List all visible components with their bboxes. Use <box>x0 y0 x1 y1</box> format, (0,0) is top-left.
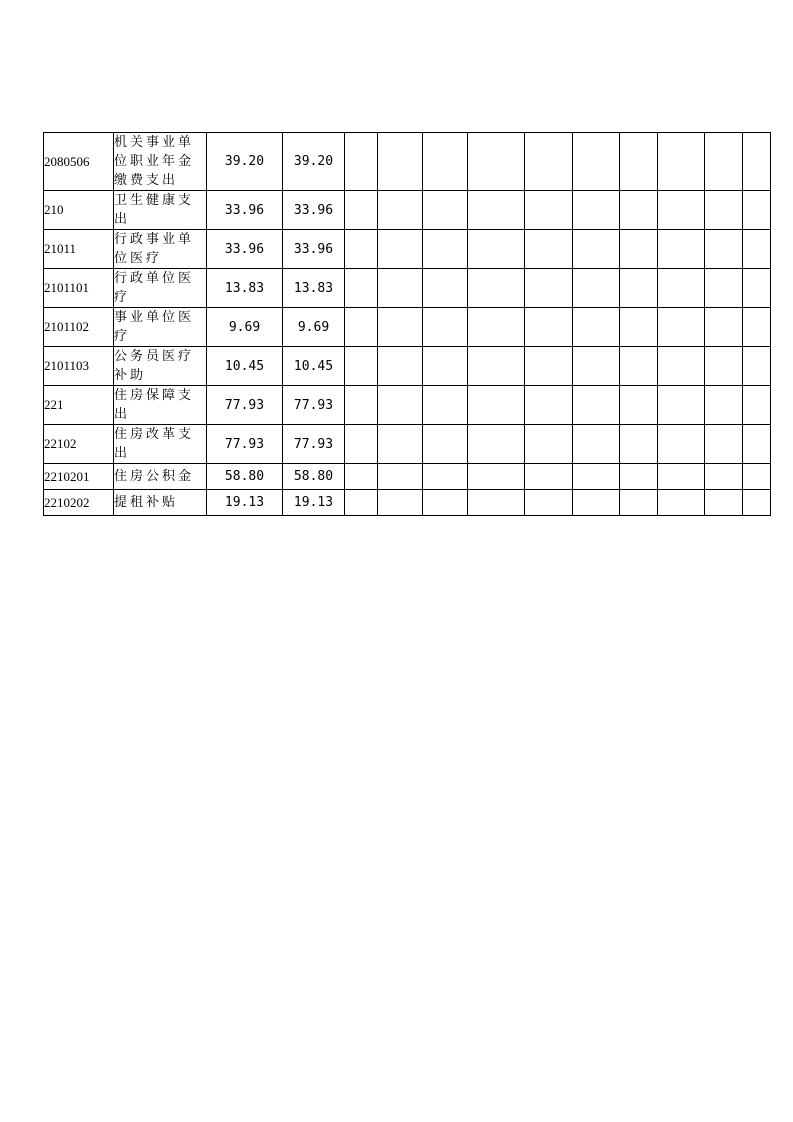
empty-cell <box>573 425 620 464</box>
empty-cell <box>423 386 468 425</box>
empty-cell <box>743 386 771 425</box>
empty-cell <box>423 425 468 464</box>
empty-cell <box>525 308 573 347</box>
empty-cell <box>345 347 378 386</box>
basic-cell: 58.80 <box>283 464 345 490</box>
empty-cell <box>573 230 620 269</box>
budget-table <box>43 132 771 516</box>
empty-cell <box>345 269 378 308</box>
empty-cell <box>378 347 423 386</box>
empty-cell <box>620 133 658 191</box>
code-cell: 21011 <box>44 230 114 269</box>
empty-cell <box>743 269 771 308</box>
empty-cell <box>423 308 468 347</box>
name-cell: 住房改革支出 <box>114 425 207 464</box>
empty-cell <box>378 133 423 191</box>
table-row <box>44 347 771 386</box>
empty-cell <box>525 464 573 490</box>
empty-cell <box>378 269 423 308</box>
empty-cell <box>705 191 743 230</box>
code-cell: 2210201 <box>44 464 114 490</box>
empty-cell <box>658 425 705 464</box>
empty-cell <box>658 386 705 425</box>
empty-cell <box>620 191 658 230</box>
empty-cell <box>573 490 620 516</box>
empty-cell <box>573 191 620 230</box>
empty-cell <box>423 133 468 191</box>
empty-cell <box>620 347 658 386</box>
empty-cell <box>573 133 620 191</box>
table-row <box>44 269 771 308</box>
empty-cell <box>378 230 423 269</box>
empty-cell <box>468 230 525 269</box>
name-cell: 公务员医疗补助 <box>114 347 207 386</box>
empty-cell <box>468 308 525 347</box>
table-row <box>44 191 771 230</box>
empty-cell <box>345 490 378 516</box>
empty-cell <box>573 464 620 490</box>
code-cell: 2080506 <box>44 133 114 191</box>
empty-cell <box>525 347 573 386</box>
empty-cell <box>743 464 771 490</box>
empty-cell <box>345 386 378 425</box>
empty-cell <box>705 230 743 269</box>
empty-cell <box>620 464 658 490</box>
empty-cell <box>743 347 771 386</box>
total-cell: 10.45 <box>207 347 283 386</box>
name-cell: 行政单位医疗 <box>114 269 207 308</box>
name-cell: 机关事业单位职业年金缴费支出 <box>114 133 207 191</box>
total-cell: 9.69 <box>207 308 283 347</box>
code-cell: 2101103 <box>44 347 114 386</box>
empty-cell <box>573 269 620 308</box>
empty-cell <box>468 464 525 490</box>
empty-cell <box>468 490 525 516</box>
empty-cell <box>658 464 705 490</box>
basic-cell: 33.96 <box>283 230 345 269</box>
empty-cell <box>378 191 423 230</box>
empty-cell <box>345 230 378 269</box>
empty-cell <box>378 490 423 516</box>
table-row <box>44 133 771 191</box>
table-row <box>44 425 771 464</box>
empty-cell <box>743 490 771 516</box>
empty-cell <box>705 133 743 191</box>
empty-cell <box>705 386 743 425</box>
table-body <box>44 133 771 516</box>
empty-cell <box>525 230 573 269</box>
empty-cell <box>468 269 525 308</box>
code-cell: 221 <box>44 386 114 425</box>
empty-cell <box>378 425 423 464</box>
empty-cell <box>423 490 468 516</box>
empty-cell <box>743 191 771 230</box>
empty-cell <box>658 133 705 191</box>
empty-cell <box>468 425 525 464</box>
total-cell: 77.93 <box>207 386 283 425</box>
empty-cell <box>423 347 468 386</box>
empty-cell <box>705 269 743 308</box>
total-cell: 13.83 <box>207 269 283 308</box>
code-cell: 210 <box>44 191 114 230</box>
empty-cell <box>620 269 658 308</box>
total-cell: 77.93 <box>207 425 283 464</box>
code-cell: 22102 <box>44 425 114 464</box>
empty-cell <box>705 464 743 490</box>
empty-cell <box>743 133 771 191</box>
empty-cell <box>743 230 771 269</box>
code-cell: 2101102 <box>44 308 114 347</box>
basic-cell: 77.93 <box>283 386 345 425</box>
empty-cell <box>468 191 525 230</box>
empty-cell <box>345 133 378 191</box>
empty-cell <box>525 269 573 308</box>
empty-cell <box>573 386 620 425</box>
table-row <box>44 308 771 347</box>
empty-cell <box>423 269 468 308</box>
name-cell: 事业单位医疗 <box>114 308 207 347</box>
empty-cell <box>525 386 573 425</box>
empty-cell <box>378 386 423 425</box>
empty-cell <box>573 308 620 347</box>
basic-cell: 33.96 <box>283 191 345 230</box>
empty-cell <box>423 464 468 490</box>
total-cell: 33.96 <box>207 191 283 230</box>
name-cell: 住房保障支出 <box>114 386 207 425</box>
empty-cell <box>705 490 743 516</box>
total-cell: 33.96 <box>207 230 283 269</box>
basic-cell: 39.20 <box>283 133 345 191</box>
name-cell: 提租补贴 <box>114 490 207 516</box>
name-cell: 住房公积金 <box>114 464 207 490</box>
table-row <box>44 230 771 269</box>
empty-cell <box>705 347 743 386</box>
empty-cell <box>525 191 573 230</box>
basic-cell: 13.83 <box>283 269 345 308</box>
empty-cell <box>658 490 705 516</box>
empty-cell <box>525 133 573 191</box>
empty-cell <box>345 308 378 347</box>
empty-cell <box>620 425 658 464</box>
empty-cell <box>468 133 525 191</box>
empty-cell <box>423 230 468 269</box>
code-cell: 2210202 <box>44 490 114 516</box>
basic-cell: 77.93 <box>283 425 345 464</box>
empty-cell <box>620 490 658 516</box>
name-cell: 卫生健康支出 <box>114 191 207 230</box>
empty-cell <box>468 386 525 425</box>
table-row <box>44 490 771 516</box>
empty-cell <box>743 425 771 464</box>
total-cell: 39.20 <box>207 133 283 191</box>
empty-cell <box>658 230 705 269</box>
empty-cell <box>525 425 573 464</box>
empty-cell <box>705 425 743 464</box>
empty-cell <box>345 464 378 490</box>
empty-cell <box>378 464 423 490</box>
empty-cell <box>743 308 771 347</box>
empty-cell <box>705 308 743 347</box>
empty-cell <box>620 386 658 425</box>
empty-cell <box>658 191 705 230</box>
basic-cell: 9.69 <box>283 308 345 347</box>
total-cell: 58.80 <box>207 464 283 490</box>
table-row <box>44 464 771 490</box>
empty-cell <box>423 191 468 230</box>
empty-cell <box>573 347 620 386</box>
empty-cell <box>345 191 378 230</box>
empty-cell <box>658 308 705 347</box>
empty-cell <box>345 425 378 464</box>
empty-cell <box>620 308 658 347</box>
table-row <box>44 386 771 425</box>
basic-cell: 10.45 <box>283 347 345 386</box>
total-cell: 19.13 <box>207 490 283 516</box>
empty-cell <box>658 269 705 308</box>
empty-cell <box>468 347 525 386</box>
empty-cell <box>620 230 658 269</box>
name-cell: 行政事业单位医疗 <box>114 230 207 269</box>
empty-cell <box>525 490 573 516</box>
empty-cell <box>658 347 705 386</box>
basic-cell: 19.13 <box>283 490 345 516</box>
empty-cell <box>378 308 423 347</box>
code-cell: 2101101 <box>44 269 114 308</box>
